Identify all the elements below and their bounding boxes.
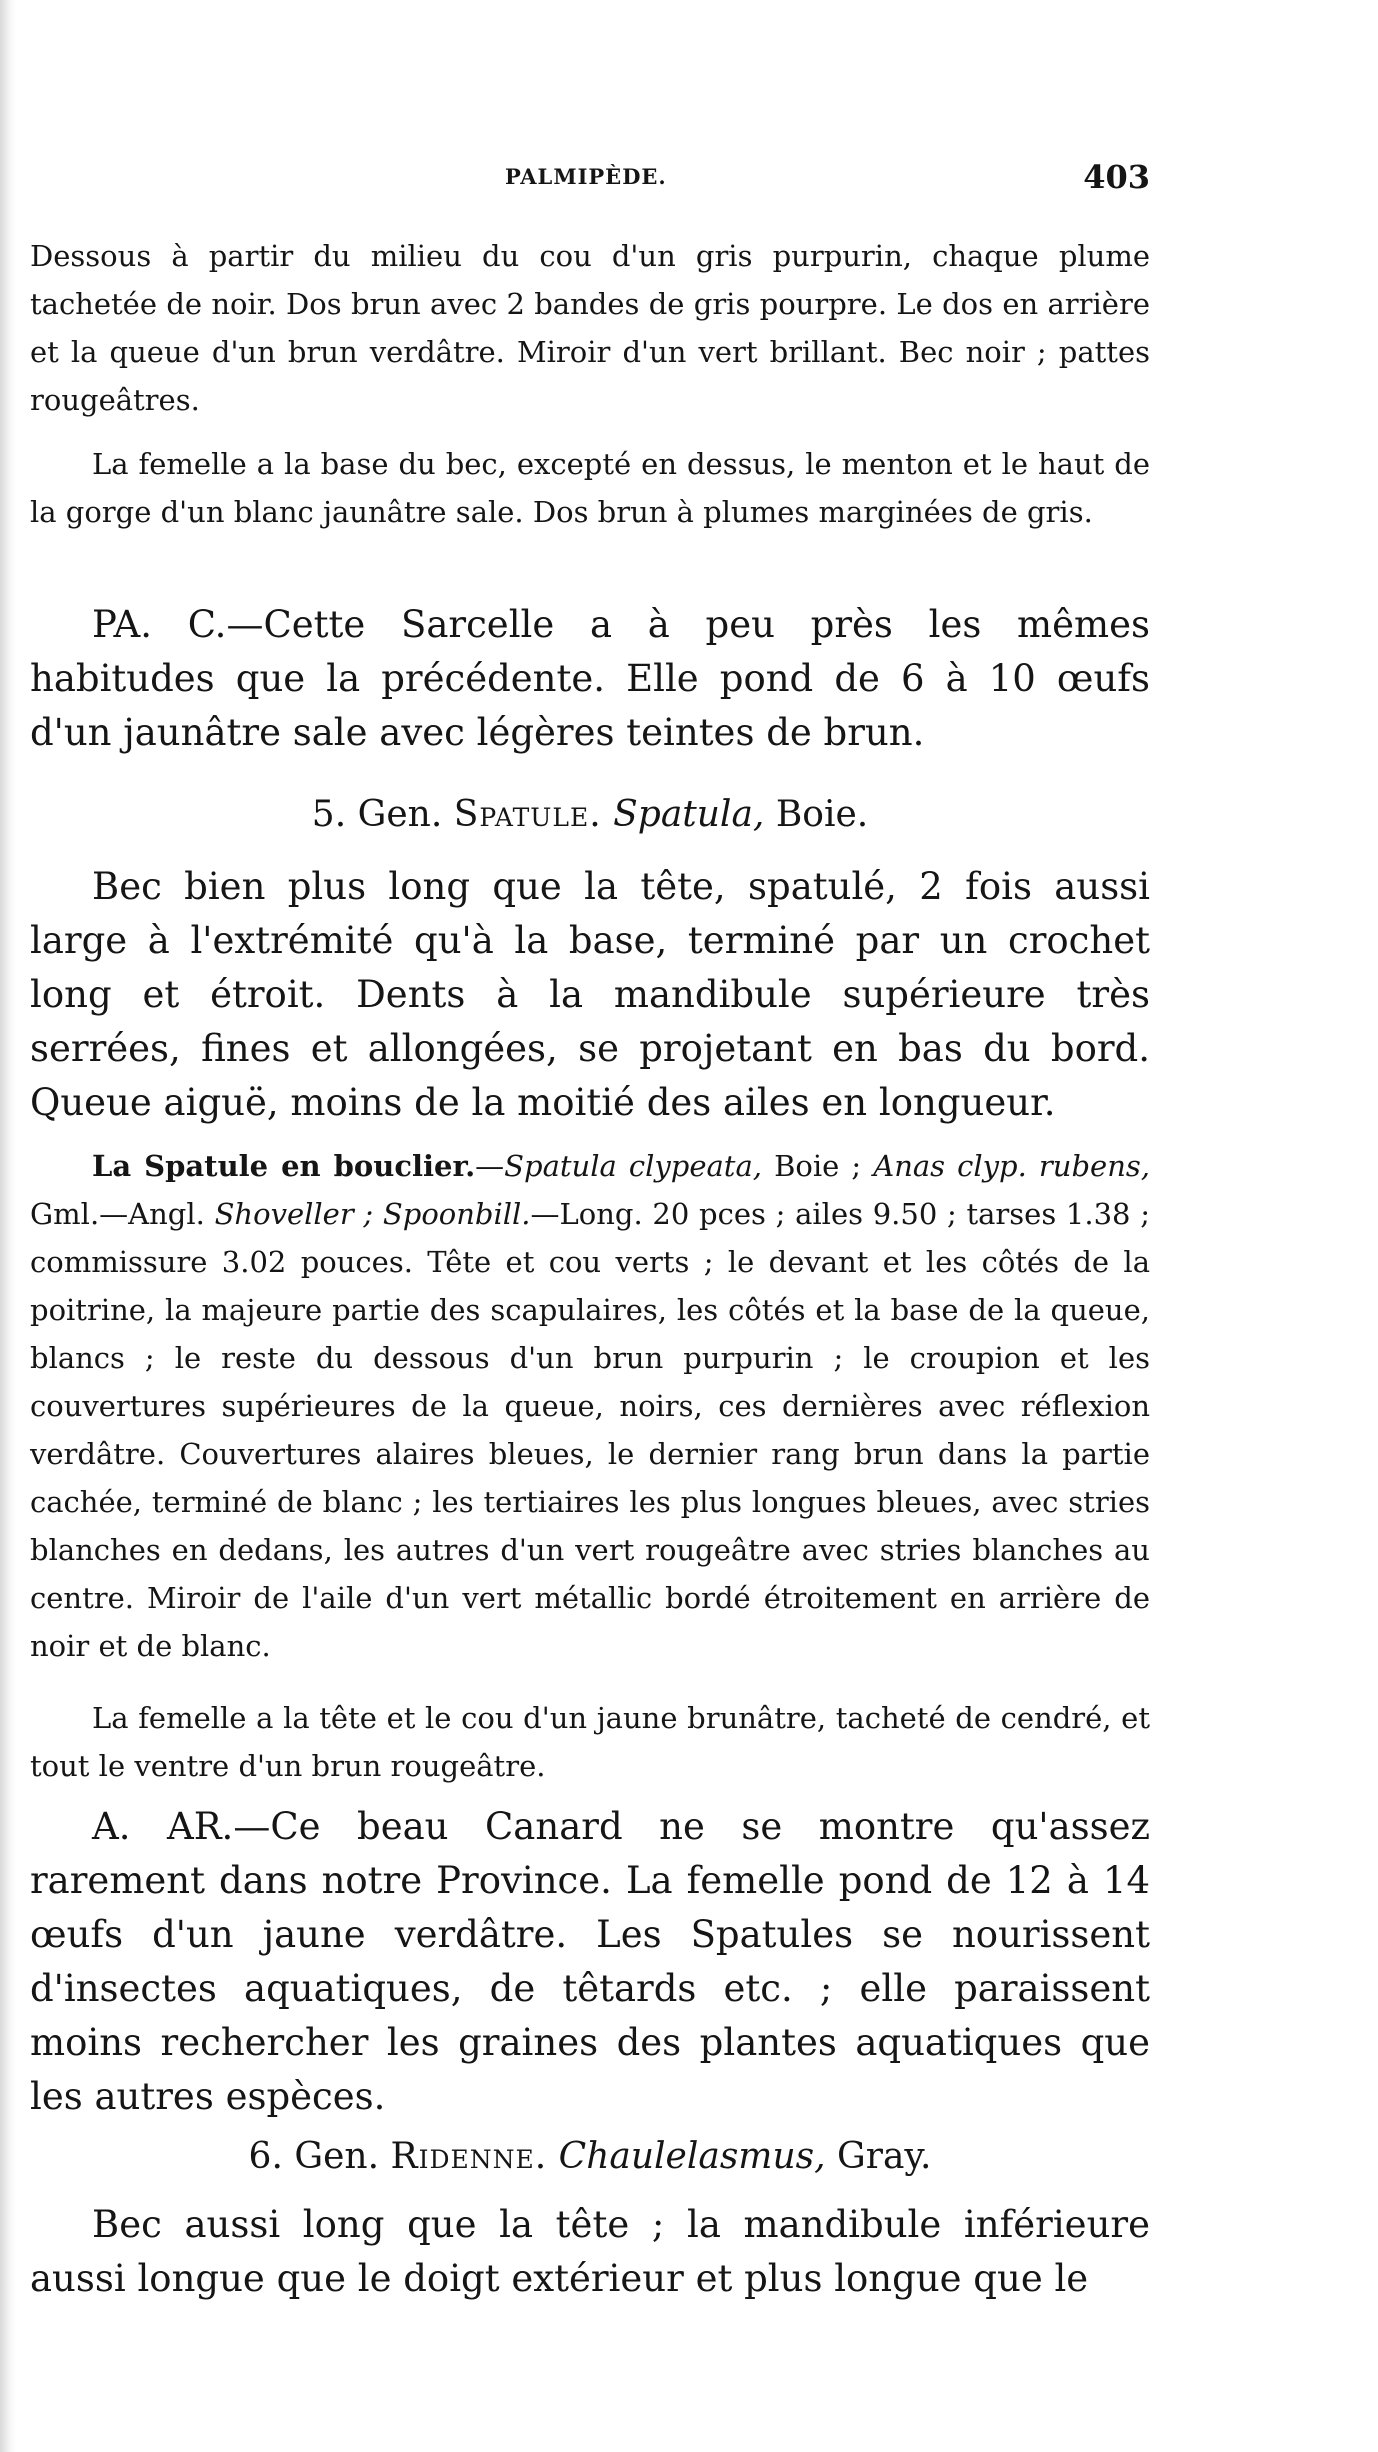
species-measurements: —Long. 20 pces ; ailes 9.50 ; tarses 1.38 ; commissure 3.02 pouces. Tête et cou verts ; le devant et les côtés de la poitrine, la majeure partie des scapulaires, les côtés et la base de la queue, blancs ; le reste du dessous d'un brun purpurin ; le croupion et les couvertures supérieures de la queue, noirs, ces dernières avec réflexion verdâtre. Couvertures alaires bleues, le dernier rang brun dans la partie cachée, terminé de blanc ; les tertiaires les plus longues bleues, avec stries blanches en dedans, les autres d'un vert rougeâtre avec stries blanches au centre. Miroir de l'aile d'un vert métallic bordé étroitement en arrière de noir et de blanc. — [30, 1197, 1150, 1663]
species-synonym: Anas clyp. rubens, — [873, 1149, 1150, 1183]
species-english-name: Shoveller ; Spoonbill. — [214, 1197, 531, 1231]
page-header — [30, 158, 1150, 208]
genus-number: 5. Gen. — [311, 794, 443, 835]
genus-author: Gray. — [837, 2136, 932, 2177]
paragraph-plumage-male: Dessous à partir du milieu du cou d'un gris purpurin, chaque plume tachetée de noir. Dos brun avec 2 bandes de gris pourpre. Le dos en arrière et la queue d'un brun verdâtre. Miroir d'un vert brillant. Bec noir ; pattes rougeâtres. — [30, 239, 1150, 417]
genus-heading-ridenne — [30, 2130, 1150, 2184]
species-author: Boie ; — [761, 1149, 874, 1183]
species-dash: — — [475, 1149, 505, 1183]
paragraph-species-description — [30, 1142, 1150, 1670]
page-number: 403 — [1083, 158, 1150, 196]
paragraph-species-habitat: A. AR.—Ce beau Canard ne se montre qu'assez rarement dans notre Province. La femelle pond de 12 à 14 œufs d'un jaune verdâtre. Les Spatules se nourissent d'insectes aquatiques, de têtards etc. ; elle paraissent moins rechercher les graines des plantes aquatiques que les autres espèces. — [30, 1805, 1150, 2118]
genus-name: Spatule. — [453, 794, 602, 835]
species-gmelin: Gml.—Angl. — [30, 1197, 215, 1231]
genus-author: Boie. — [775, 794, 869, 835]
paragraph-genus6-description: Bec aussi long que la tête ; la mandibule inférieure aussi longue que le doigt extérieur et plus longue que le — [30, 2203, 1150, 2300]
paragraph-plumage-female: La femelle a la base du bec, excepté en dessus, le menton et le haut de la gorge d'un blanc jaunâtre sale. Dos brun à plumes marginées de gris. — [30, 447, 1150, 529]
species-latin: Spatula clypeata, — [504, 1149, 762, 1183]
genus-heading-spatule — [30, 788, 1150, 842]
genus-name: Ridenne. — [390, 2136, 548, 2177]
scan-binding-edge — [0, 0, 16, 2452]
genus-latin: Spatula, — [613, 794, 765, 835]
genus-number: 6. Gen. — [248, 2136, 380, 2177]
running-head: PALMIPÈDE. — [505, 164, 667, 189]
paragraph-species-female: La femelle a la tête et le cou d'un jaune brunâtre, tacheté de cendré, et tout le ventre d'un brun rougeâtre. — [30, 1701, 1150, 1783]
species-name: La Spatule en bouclier. — [92, 1149, 476, 1183]
genus-latin: Chaulelasmus, — [558, 2136, 826, 2177]
paragraph-habits: PA. C.—Cette Sarcelle a à peu près les mêmes habitudes que la précédente. Elle pond de 6 à 10 œufs d'un jaunâtre sale avec légères teintes de brun. — [30, 603, 1150, 754]
paragraph-genus-description: Bec bien plus long que la tête, spatulé, 2 fois aussi large à l'extrémité qu'à la base, terminé par un crochet long et étroit. Dents à la mandibule supérieure très serrées, fines et allongées, se projetant en bas du bord. Queue aiguë, moins de la moitié des ailes en longueur. — [30, 865, 1150, 1124]
